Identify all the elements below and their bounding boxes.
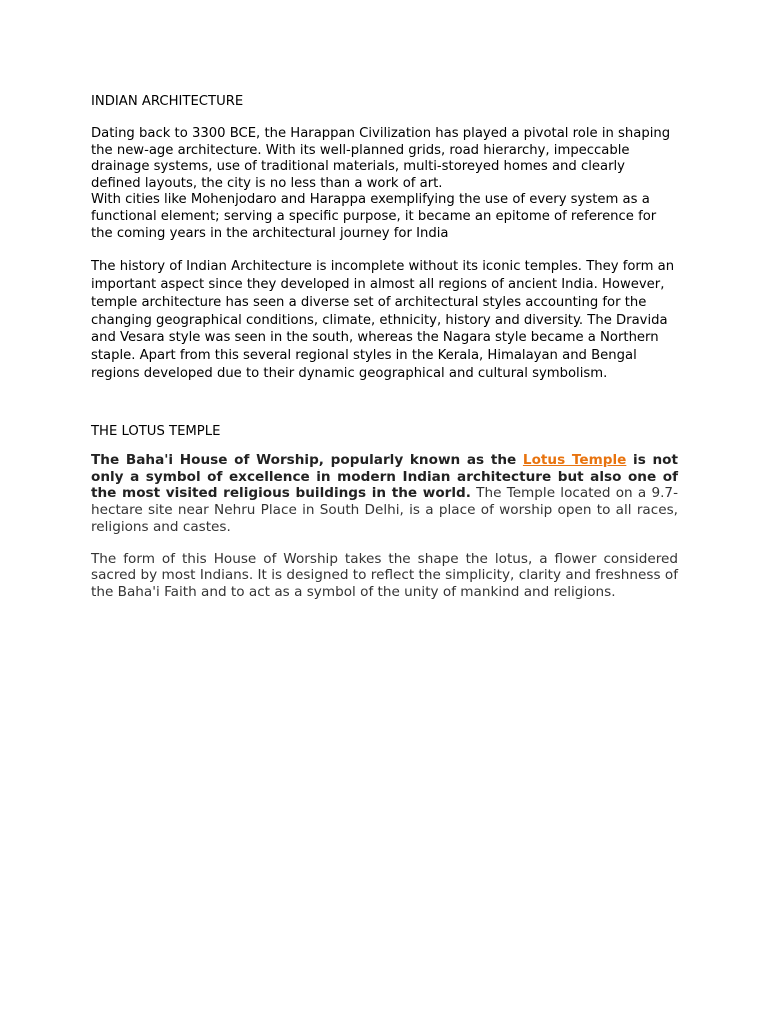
paragraph-harappan: Dating back to 3300 BCE, the Harappan Civilization has played a pivotal role in shaping the new-age architecture. With its well-planned grids, road hierarchy, impeccable drainage systems, use of traditional materials, multi-storeyed homes and clearly defined layouts, the city is no less than a work of art. [91,126,671,191]
lotus-temple-link[interactable]: Lotus Temple [522,451,627,468]
paragraph-lotus-intro [91,452,678,536]
lotus-intro-lead: The Baha'i House of Worship, popularly known as the [91,451,523,468]
lotus-intro-bold-tail: is not only a symbol of excellence in modern Indian architecture but also one of the most visited religious buildings in the world. [91,451,678,502]
section-heading-indian-architecture: INDIAN ARCHITECTURE [91,94,244,109]
lotus-intro-normal-tail: The Temple located on a 9.7-hectare site near Nehru Place in South Delhi, is a place of worship open to all races, religions and castes. [91,485,678,535]
section-heading-lotus-temple: THE LOTUS TEMPLE [91,423,221,439]
paragraph-mohenjodaro: With cities like Mohenjodaro and Harappa exemplifying the use of every system as a functional element; serving a specific purpose, it became an epitome of reference for the coming years in the architectural journey for India [91,192,657,241]
paragraph-lotus-form: The form of this House of Worship takes the shape the lotus, a flower considered sacred by most Indians. It is designed to reflect the simplicity, clarity and freshness of the Baha'i Faith and to act as a symbol of the unity of mankind and religions. [91,550,678,600]
document-page [91,93,678,614]
paragraph-temples: The history of Indian Architecture is incomplete without its iconic temples. They form an important aspect since they developed in almost all regions of ancient India. However, temple architecture has seen a diverse set of architectural styles accounting for the changing geographical conditions, climate, ethnicity, history and diversity. The Dravida and Vesara style was seen in the south, whereas the Nagara style became a Northern staple. Apart from this several regional styles in the Kerala, Himalayan and Bengal regions developed due to their dynamic geographical and cultural symbolism. [91,259,675,381]
